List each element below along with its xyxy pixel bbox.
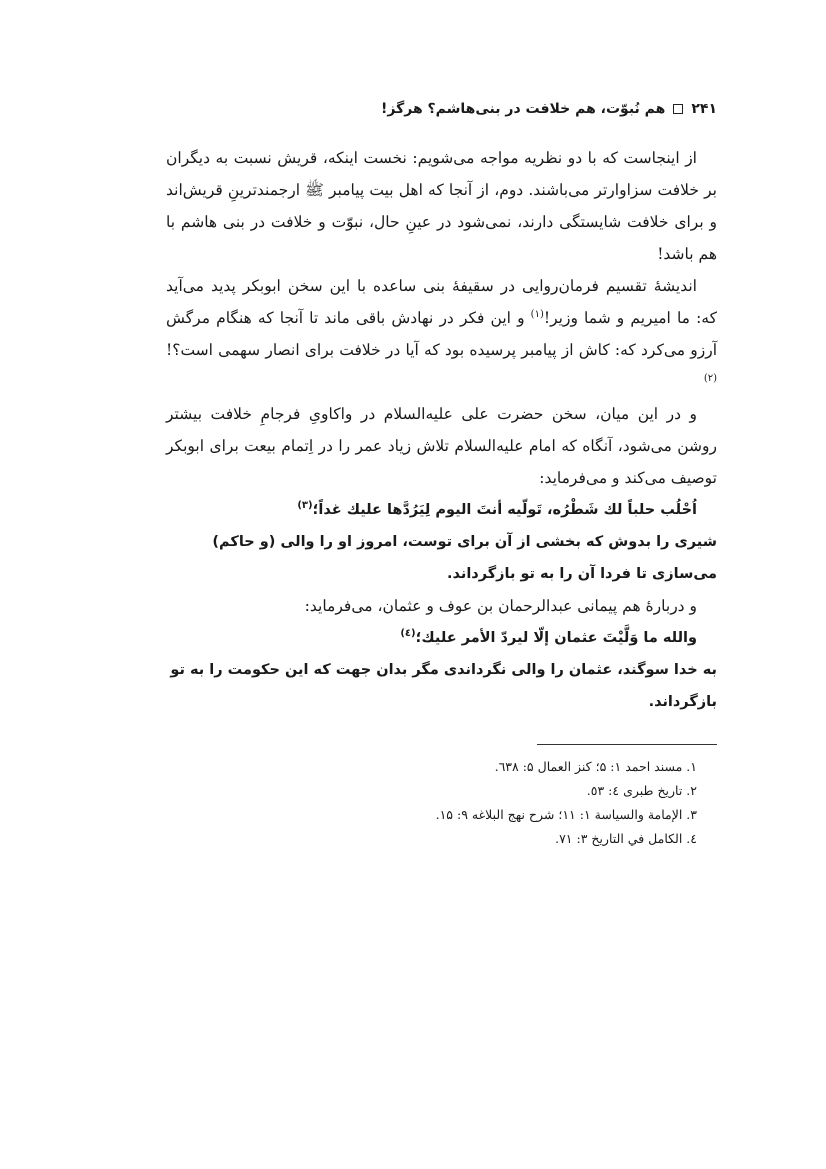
footnote-divider xyxy=(537,744,717,745)
paragraph-2-text-b: و این فکر در نهادش باقی ماند تا آنجا که هنگام مرگش آرزو می‌کرد که: کاش از پیامبر پرسیده بود که آیا در خلافت برای انصار سهمی است؟! xyxy=(166,309,717,359)
paragraph-3: و در این میان، سخن حضرت علی علیه‌السلام در واکاویِ فرجامِ خلافت بیشتر روشن می‌شود، آنگاه که امام علیه‌السلام تلاش زیاد عمر را در اِتمام بیعت برای ابوبکر توصیف می‌کند و می‌فرماید: xyxy=(166,405,717,487)
page-number: ۲۴۱ xyxy=(691,101,717,117)
quote-1-arabic xyxy=(166,494,717,526)
footnote-2: ۲. تاریخ طبری ٤: ٥٣. xyxy=(586,783,697,798)
quote-2-persian: به خدا سوگند، عثمان را والی نگرداندی مگر بدان جهت که این حکومت را به تو بازگرداند. xyxy=(170,662,717,710)
footnote-3: ۳. الإمامة والسياسة ۱: ۱۱؛ شرح نهج البلاغه ۹: ۱۵. xyxy=(435,807,697,822)
quote-2-arabic xyxy=(166,622,717,654)
footnote-4: ٤. الكامل في التاريخ ۳: ۷۱. xyxy=(555,831,697,846)
paragraph-2 xyxy=(166,270,717,398)
footnote-ref-2[interactable]: (۲) xyxy=(703,372,717,384)
quote-1-arabic-text: اُحْلُب حلباً لك شَطْرُه، تَولّيه أنتَ اليوم لِيَرُدَّها عليك غداً؛ xyxy=(312,502,697,518)
paragraph-4: و دربارهٔ هم پیمانی عبدالرحمان بن عوف و عثمان، می‌فرماید: xyxy=(304,597,697,615)
paragraph-2-text-a: اندیشهٔ تقسیم فرمان‌روایی در سقیفهٔ بنی ساعده با این سخن ابوبکر پدید می‌آید که: ما امیریم و شما وزیر! xyxy=(166,277,717,327)
paragraph-1: از اینجاست که با دو نظریه مواجه می‌شویم: نخست اینکه، قریش نسبت به دیگران بر خلافت سزاوارتر می‌باشند. دوم، از آنجا که اهل بیت پیامبر ﷺ ارجمندترینِ قریش‌اند و برای خلافت شایستگی دارند، نمی‌شود در عینِ حال، نبوّت و خلافت در بنی هاشم با هم باشد! xyxy=(166,149,717,263)
running-header xyxy=(166,96,717,122)
footnote-ref-4[interactable]: (٤) xyxy=(400,628,416,640)
quote-2-arabic-text: والله ما وَلَّيْتَ عثمان إلّا ليردّ الأمر عليك؛ xyxy=(415,630,697,646)
footnote-ref-1[interactable]: (۱) xyxy=(530,308,544,320)
footnote-1: ۱. مسند احمد ۱: ۵؛ کنز العمال ۵: ٦٣٨. xyxy=(494,759,697,774)
chapter-title: هم نُبوّت، هم خلافت در بنی‌هاشم؟ هرگز! xyxy=(381,101,666,117)
quote-1-persian: شیری را بدوش که بخشی از آن برای توست، امروز او را والی (و حاکم) می‌سازی تا فردا آن را به تو بازگرداند. xyxy=(212,534,717,582)
book-page xyxy=(166,96,717,851)
footnote-ref-3[interactable]: (۳) xyxy=(297,500,313,512)
square-ornament-icon xyxy=(673,104,683,114)
